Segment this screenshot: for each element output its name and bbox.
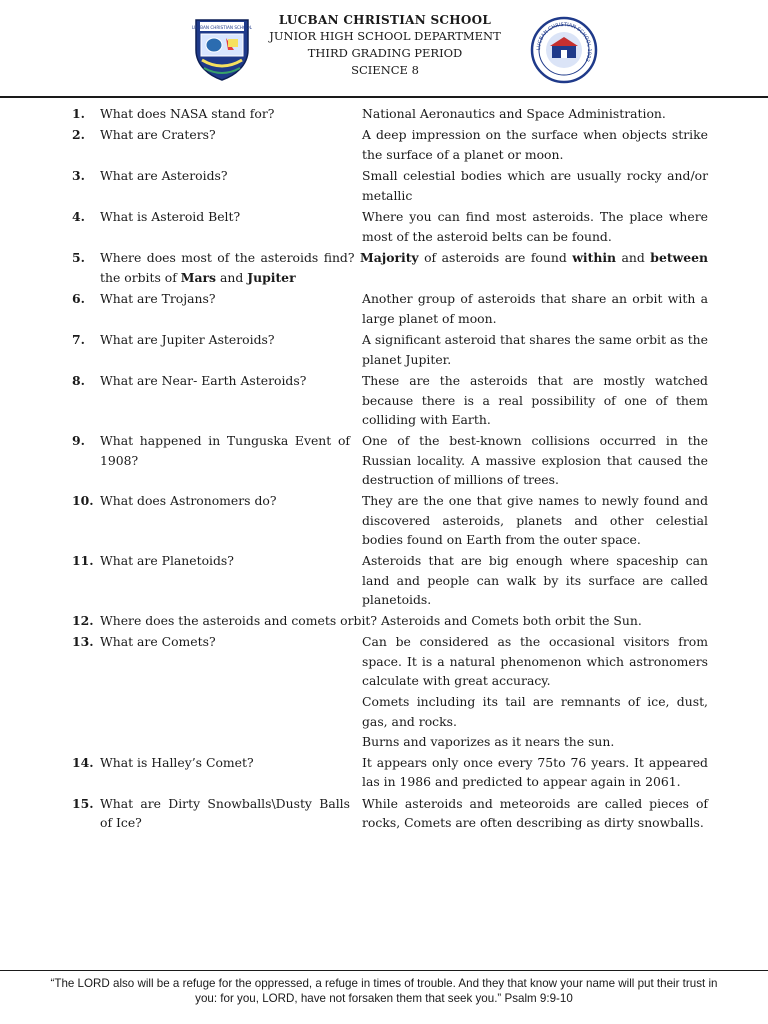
qa-item — [0, 632, 768, 752]
question: What is Asteroid Belt? — [100, 209, 241, 224]
item-number: 3. — [72, 168, 85, 183]
qa-item — [0, 794, 768, 834]
answer: A deep impression on the surface when objects strike the surface of a planet or moon. — [362, 127, 708, 162]
qa-item — [0, 611, 768, 631]
item-number: 6. — [72, 291, 85, 306]
item-number: 12. — [72, 613, 94, 628]
qa-item — [0, 551, 768, 610]
question-answer-inline — [100, 611, 708, 631]
item-number: 15. — [72, 795, 94, 811]
qa-item — [0, 207, 768, 247]
qa-item — [0, 371, 768, 430]
answer: Small celestial bodies which are usually rocky and/or metallic — [362, 168, 708, 203]
qa-item — [0, 431, 768, 490]
question: What are Jupiter Asteroids? — [100, 332, 275, 347]
answer-bold: Jupiter — [247, 269, 296, 285]
answer-extra: Burns and vaporizes as it nears the sun. — [362, 734, 615, 750]
qa-item — [0, 166, 768, 206]
question: Where does the asteroids and comets orbit? — [100, 613, 378, 628]
footer-divider — [0, 970, 768, 971]
answer-text: the orbits of — [100, 269, 181, 285]
question: What does NASA stand for? — [100, 106, 275, 121]
answer-text: and — [616, 250, 651, 265]
qa-item — [0, 289, 768, 329]
footer-verse: “The LORD also will be a refuge for the oppressed, a refuge in times of trouble. And they that know your name will put their trust in you: for you, LORD, have not forsaken them that seek you.” Psalm 9:9-10 — [50, 977, 718, 1005]
answer: Asteroids and Comets both orbit the Sun. — [380, 613, 642, 628]
question: What does Astronomers do? — [100, 493, 277, 508]
answer: A significant asteroid that shares the same orbit as the planet Jupiter. — [362, 332, 708, 367]
grading-period: THIRD GRADING PERIOD — [307, 46, 463, 60]
qa-item — [0, 248, 768, 288]
question: What is Halley’s Comet? — [100, 754, 254, 770]
question: What are Asteroids? — [100, 168, 228, 183]
item-number: 14. — [72, 754, 94, 770]
question: What are Craters? — [100, 127, 216, 142]
header-divider — [0, 96, 768, 98]
answer: It appears only once every 75to 76 years. It appeared las in 1986 and predicted to appear again in 2061. — [362, 754, 708, 790]
answer-bold: between — [650, 250, 708, 265]
answer-extra: Comets including its tail are remnants of ice, dust, gas, and rocks. — [362, 694, 708, 729]
answer-bold: Mars — [180, 269, 217, 285]
qa-item — [0, 753, 768, 793]
question: What are Near- Earth Asteroids? — [100, 373, 307, 388]
school-name: LUCBAN CHRISTIAN SCHOOL — [278, 13, 492, 27]
answer: One of the best-known collisions occurred in the Russian locality. A massive explosion that caused the destruction of millions of trees. — [362, 433, 708, 488]
svg-text:LUCBAN CHRISTIAN SCHOOL: LUCBAN CHRISTIAN SCHOOL — [192, 25, 252, 30]
question: Where does most of the asteroids find? — [100, 250, 355, 265]
school-seal-logo — [530, 16, 598, 84]
item-number: 11. — [72, 553, 94, 568]
item-number: 9. — [72, 433, 85, 448]
qa-item — [0, 491, 768, 550]
qa-item — [0, 104, 768, 124]
answer: Can be considered as the occasional visitors from space. It is a natural phenomenon which astronomers calculate with great accuracy. — [362, 634, 708, 689]
answer: They are the one that give names to newly found and discovered asteroids, planets and other celestial bodies found on Earth from the outer space. — [362, 493, 708, 548]
question: What are Comets? — [100, 634, 216, 649]
item-number: 10. — [72, 493, 94, 508]
answer: National Aeronautics and Space Administration. — [362, 106, 666, 121]
item-number: 4. — [72, 209, 85, 224]
document-header — [0, 0, 768, 96]
question: What happened in Tunguska Event of 1908? — [100, 433, 350, 468]
question: What are Dirty Snowballs\Dusty Balls of Ice? — [100, 795, 350, 831]
question: What are Planetoids? — [100, 553, 234, 568]
svg-text:LUCBAN CHRISTIAN SCHOOL 1993: LUCBAN CHRISTIAN SCHOOL 1993 — [535, 21, 593, 63]
department: JUNIOR HIGH SCHOOL DEPARTMENT — [269, 29, 501, 43]
school-shield-logo — [190, 16, 254, 82]
answer-bold: within — [572, 250, 617, 265]
answer-text: and — [216, 269, 248, 285]
item-number: 1. — [72, 106, 85, 121]
item-number: 2. — [72, 127, 85, 142]
qa-item — [0, 125, 768, 165]
answer: While asteroids and meteoroids are called pieces of rocks, Comets are often describing as dirty snowballs. — [362, 795, 708, 831]
question: What are Trojans? — [100, 291, 216, 306]
item-number: 8. — [72, 373, 85, 388]
answer-text: of asteroids are found — [418, 250, 573, 265]
answer: Asteroids that are big enough where spaceship can land and people can walk by its surface are called planetoids. — [362, 553, 708, 608]
qa-list — [0, 104, 768, 835]
question-answer-inline — [100, 248, 708, 287]
answer-bold: Majority — [359, 250, 419, 265]
answer: Where you can find most asteroids. The place where most of the asteroid belts can be found. — [362, 209, 708, 244]
item-number: 13. — [72, 634, 94, 649]
item-number: 5. — [72, 250, 85, 265]
answer: Another group of asteroids that share an orbit with a large planet of moon. — [362, 291, 708, 326]
item-number: 7. — [72, 332, 85, 347]
qa-item — [0, 330, 768, 370]
subject: SCIENCE 8 — [351, 63, 419, 77]
answer: These are the asteroids that are mostly watched because there is a real possibility of one of them colliding with Earth. — [362, 373, 708, 428]
